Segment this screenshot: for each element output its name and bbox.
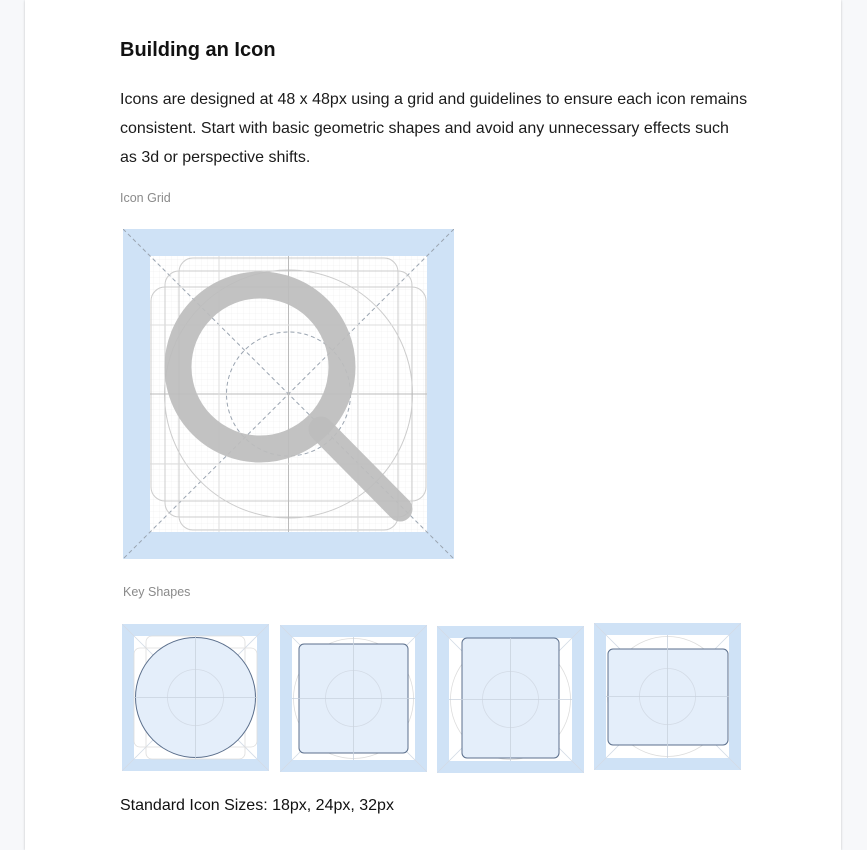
standard-icon-sizes: Standard Icon Sizes: 18px, 24px, 32px [120, 797, 394, 814]
section-title: Building an Icon [120, 39, 276, 61]
section-description: Icons are designed at 48 x 48px using a grid and guidelines to ensure each icon remains consistent. Start with basic geometric shapes and avoid any unnecessary effects such as 3d or perspective shifts. [120, 91, 748, 166]
icon-grid-caption: Icon Grid [120, 191, 171, 205]
vertical-rectangle-keyline-icon [437, 626, 584, 773]
horizontal-rectangle-keyline-icon [594, 623, 741, 770]
key-shape-circle [122, 624, 269, 771]
icon-grid-figure [123, 229, 454, 559]
circle-keyline-icon [122, 624, 269, 771]
key-shape-square [280, 625, 427, 772]
search-icon [123, 229, 454, 559]
square-keyline-icon [280, 625, 427, 772]
key-shape-vertical-rectangle [437, 626, 584, 773]
key-shape-horizontal-rectangle [594, 623, 741, 770]
key-shapes-caption: Key Shapes [123, 585, 191, 599]
